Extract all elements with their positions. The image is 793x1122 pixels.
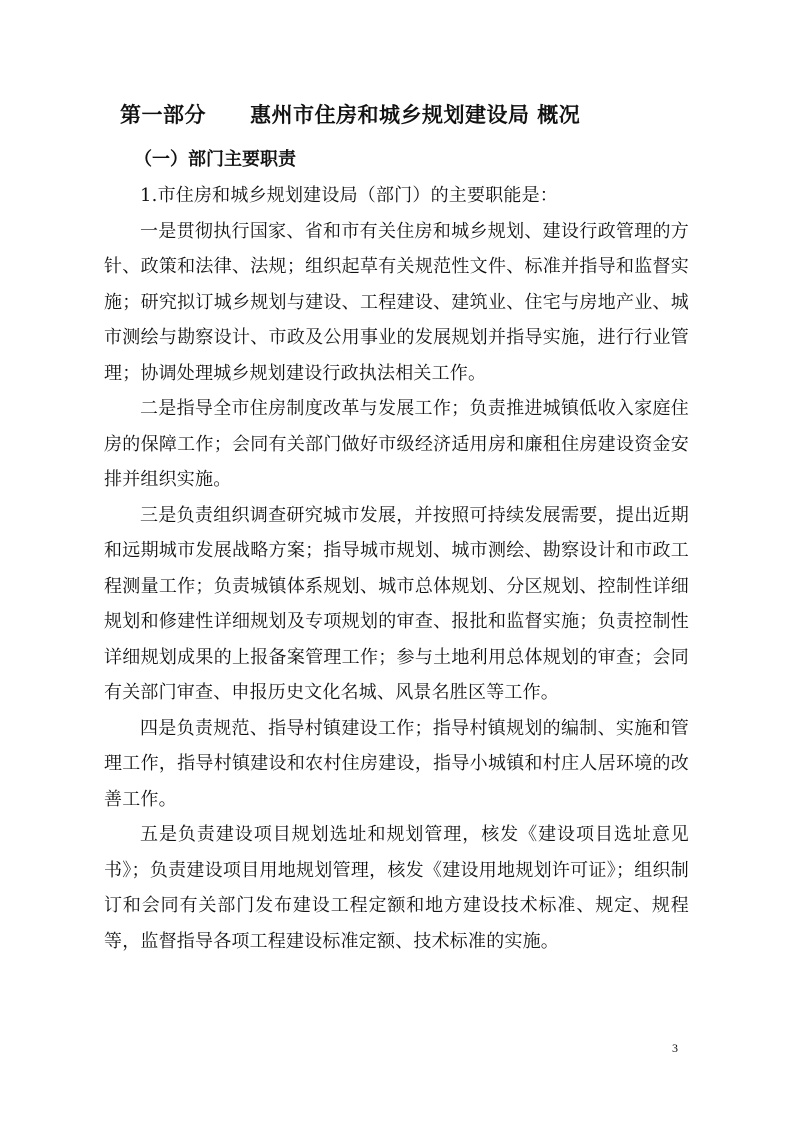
page-number: 3 bbox=[672, 1041, 678, 1055]
paragraph-duty-1: 一是贯彻执行国家、省和市有关住房和城乡规划、建设行政管理的方针、政策和法律、法规；组织起草有关规范性文件、标准并指导和监督实施；研究拟订城乡规划与建设、工程建设、建筑业、住宅与房地产业、城市测绘与勘察设计、市政及公用事业的发展规划并指导实施，进行行业管理；协调处理城乡规划建设行政执法相关工作。 bbox=[104, 220, 689, 384]
body-text bbox=[104, 178, 689, 959]
title-part: 第一部分 bbox=[120, 102, 206, 127]
paragraph-intro: 1.市住房和城乡规划建设局（部门）的主要职能是： bbox=[140, 185, 558, 206]
title-organization: 惠州市住房和城乡规划建设局 概况 bbox=[250, 102, 581, 127]
paragraph-duty-5: 五是负责建设项目规划选址和规划管理，核发《建设项目选址意见书》；负责建设项目用地规划管理，核发《建设用地规划许可证》；组织制订和会同有关部门发布建设工程定额和地方建设技术标准、规定、规程等，监督指导各项工程建设标准定额、技术标准的实施。 bbox=[104, 824, 689, 952]
paragraph-duty-4: 四是负责规范、指导村镇建设工作；指导村镇规划的编制、实施和管理工作，指导村镇建设和农村住房建设，指导小城镇和村庄人居环境的改善工作。 bbox=[104, 717, 689, 810]
page-title bbox=[120, 98, 720, 132]
paragraph-duty-2: 二是指导全市住房制度改革与发展工作；负责推进城镇低收入家庭住房的保障工作；会同有关部门做好市级经济适用房和廉租住房建设资金安排并组织实施。 bbox=[104, 398, 689, 490]
section-heading: （一）部门主要职责 bbox=[134, 149, 296, 170]
paragraph-duty-3: 三是负责组织调查研究城市发展，并按照可持续发展需要，提出近期和远期城市发展战略方案；指导城市规划、城市测绘、勘察设计和市政工程测量工作；负责城镇体系规划、城市总体规划、分区规划、控制性详细规划和修建性详细规划及专项规划的审查、报批和监督实施；负责控制性详细规划成果的上报备案管理工作；参与土地利用总体规划的审查；会同有关部门审查、申报历史文化名城、风景名胜区等工作。 bbox=[104, 504, 689, 703]
